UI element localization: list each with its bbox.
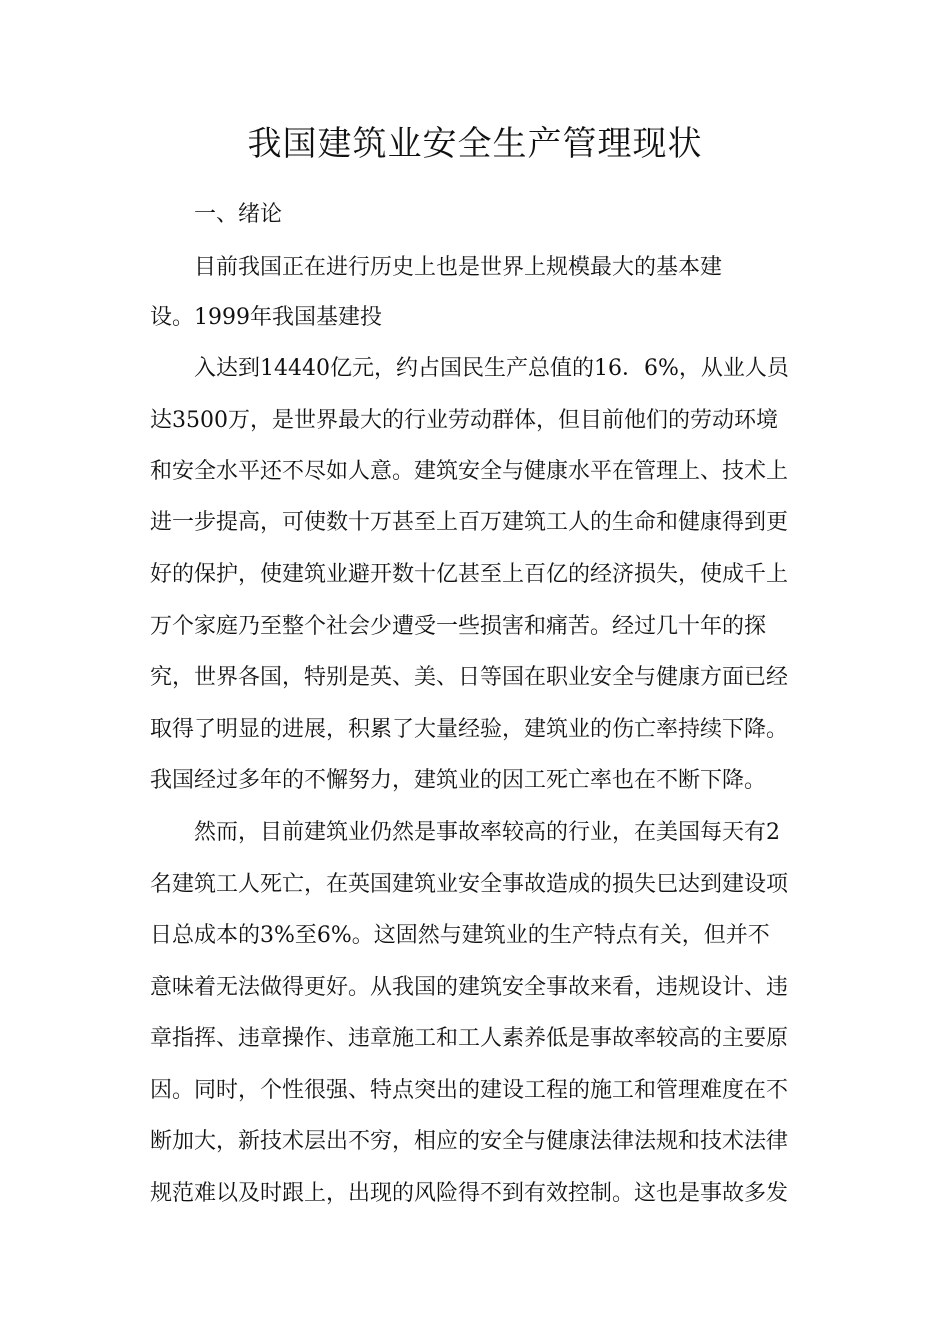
- paragraph-line: 万个家庭乃至整个社会少遭受一些损害和痛苦。经过几十年的探: [150, 614, 767, 639]
- section-heading: 一、绪论: [194, 202, 283, 227]
- paragraph-line: 我国经过多年的不懈努力，建筑业的因工死亡率也在不断下降。: [150, 768, 767, 793]
- paragraph-line: 进一步提高，可使数十万甚至上百万建筑工人的生命和健康得到更: [150, 510, 789, 535]
- paragraph-line: 规范难以及时跟上，出现的风险得不到有效控制。这也是事故多发: [150, 1181, 789, 1206]
- paragraph-line: 意味着无法做得更好。从我国的建筑安全事故来看，违规设计、违: [150, 975, 789, 1000]
- paragraph-line: 好的保护，使建筑业避开数十亿甚至上百亿的经济损失，使成千上: [150, 562, 789, 587]
- paragraph-line: 和安全水平还不尽如人意。建筑安全与健康水平在管理上、技术上: [150, 459, 789, 484]
- document-title: 我国建筑业安全生产管理现状: [247, 124, 703, 164]
- paragraph-line: 因。同时，个性很强、特点突出的建设工程的施工和管理难度在不: [150, 1078, 789, 1103]
- paragraph-line: 名建筑工人死亡，在英国建筑业安全事故造成的损失巳达到建设项: [150, 872, 789, 897]
- paragraph-line: 取得了明显的进展，积累了大量经验，建筑业的伤亡率持续下降。: [150, 717, 789, 742]
- paragraph-line: 入达到14440亿元，约占国民生产总值的16．6%，从业人员: [194, 356, 789, 381]
- paragraph-line: 究，世界各国，特别是英、美、日等国在职业安全与健康方面已经: [150, 665, 789, 690]
- paragraph-line: 断加大，新技术层出不穷，相应的安全与健康法律法规和技术法律: [150, 1129, 789, 1154]
- paragraph-line: 日总成本的3%至6%。这固然与建筑业的生产特点有关，但并不: [150, 923, 770, 948]
- paragraph-line: 章指挥、违章操作、违章施工和工人素养低是事故率较高的主要原: [150, 1026, 789, 1051]
- paragraph-line: 设。1999年我国基建投: [150, 305, 382, 330]
- paragraph-line: 目前我国正在进行历史上也是世界上规模最大的基本建: [194, 255, 723, 280]
- paragraph-line: 然而，目前建筑业仍然是事故率较高的行业，在美国每天有2: [194, 820, 780, 845]
- paragraph-line: 达3500万，是世界最大的行业劳动群体，但目前他们的劳动环境: [150, 408, 778, 433]
